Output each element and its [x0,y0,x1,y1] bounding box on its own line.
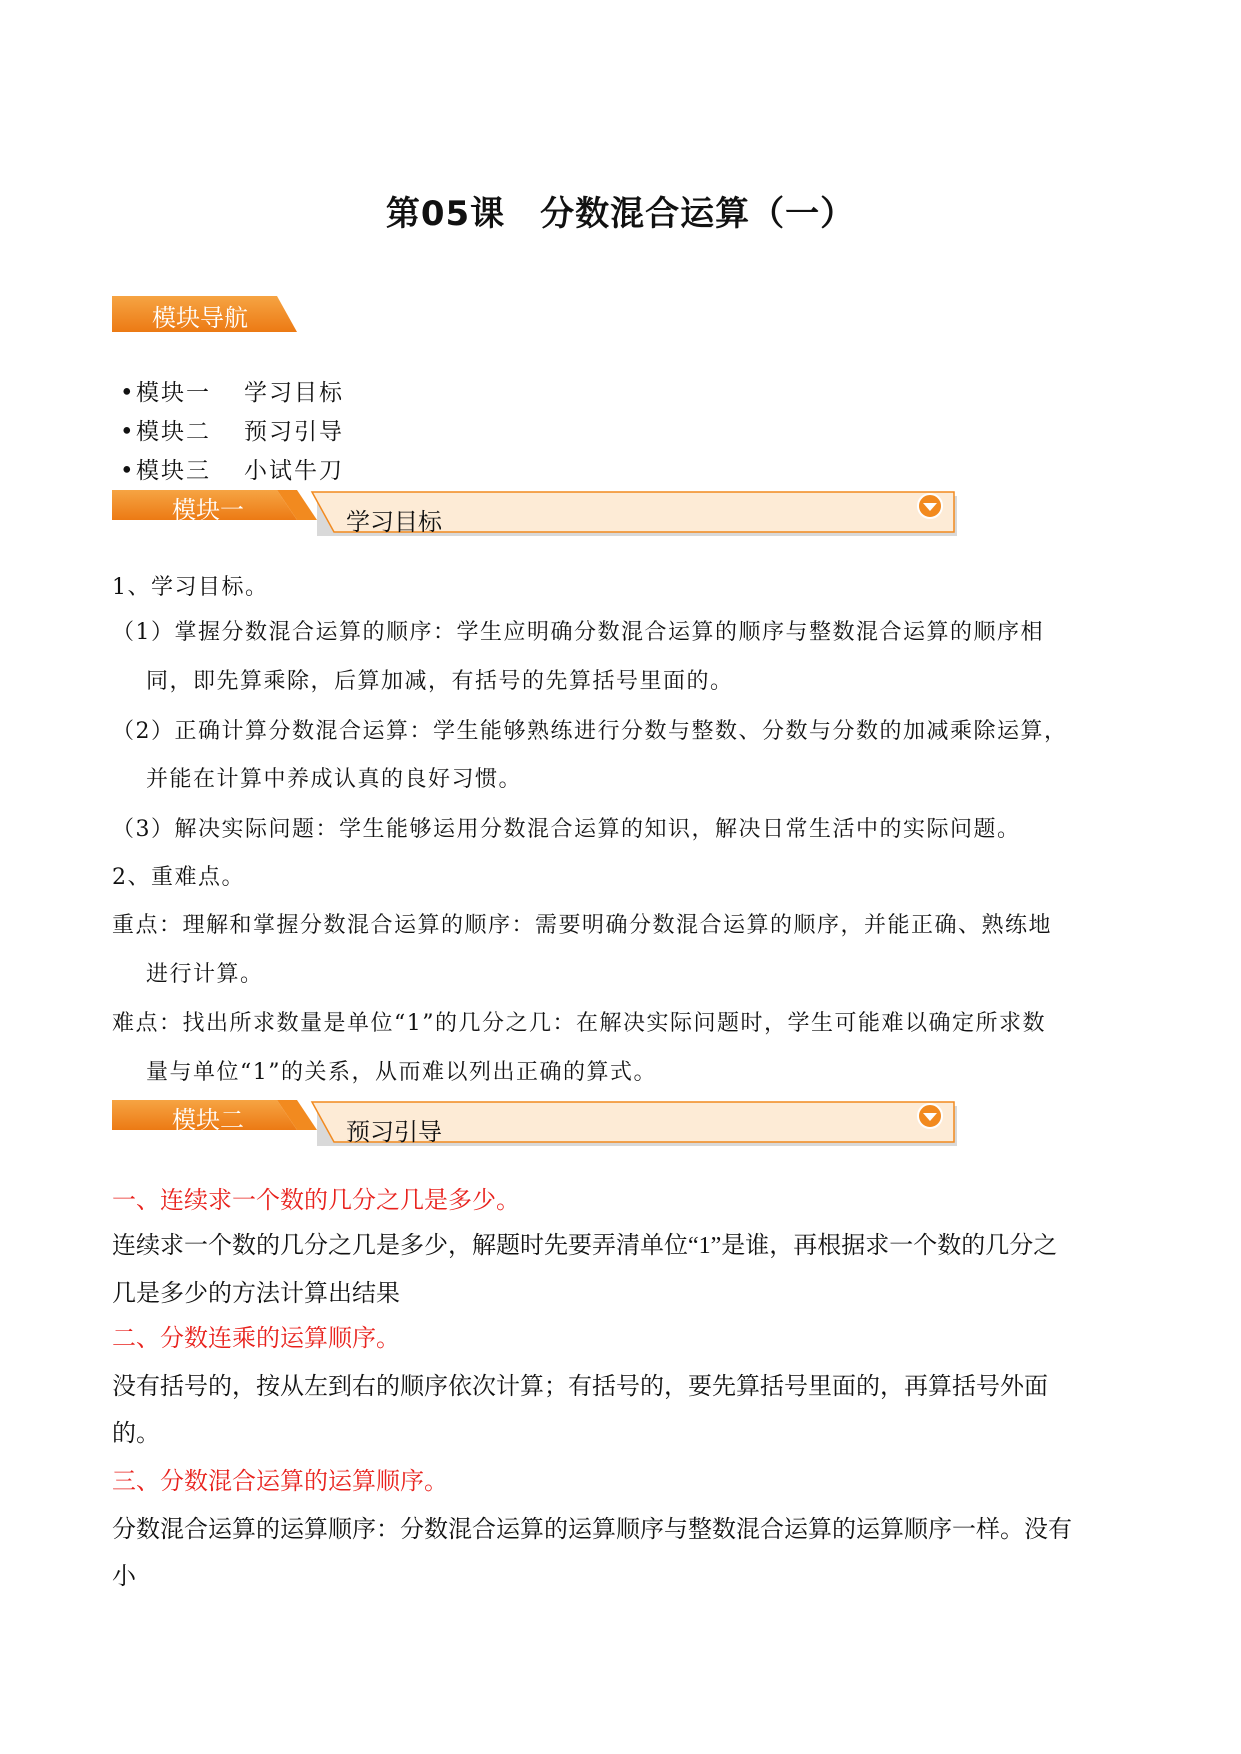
toc-name: 预习引导 [244,419,344,445]
section-module-label: 模块一 [172,496,244,524]
toc-module: 模块三 [136,458,211,484]
toc-name: 小试牛刀 [244,458,344,484]
body-line: 的。 [112,1421,160,1447]
section-title: 预习引导 [346,1118,442,1146]
body-line: 同，即先算乘除，后算加减，有括号的先算括号里面的。 [146,669,734,694]
toc-module: 模块一 [136,380,211,406]
body-line: 连续求一个数的几分之几是多少，解题时先要弄清单位“1”是谁，再根据求一个数的几分之 [112,1233,1058,1259]
toc-module: 模块二 [136,419,211,445]
body-line: 小 [112,1564,136,1590]
bullet-icon: • [120,380,136,406]
toc-item[interactable] [120,374,344,413]
section-module-label: 模块二 [172,1106,244,1134]
subheading: 二、分数连乘的运算顺序。 [112,1326,400,1352]
section-banner-1 [112,490,960,540]
section-title: 学习目标 [346,508,442,536]
nav-tab-label: 模块导航 [152,304,248,332]
body-line: 量与单位“1”的关系，从而难以列出正确的算式。 [146,1060,657,1085]
body-line: 难点：找出所求数量是单位“1”的几分之几：在解决实际问题时，学生可能难以确定所求数 [112,1011,1046,1036]
body-line: 2、重难点。 [112,865,245,890]
body-line: 并能在计算中养成认真的良好习惯。 [146,767,523,792]
module-nav-tab [112,296,297,332]
module-toc [120,374,344,491]
body-line: 1、学习目标。 [112,575,269,600]
toc-item[interactable] [120,413,344,452]
chevron-down-icon[interactable] [918,494,942,518]
body-line: （3）解决实际问题：学生能够运用分数混合运算的知识，解决日常生活中的实际问题。 [112,817,1021,842]
body-line: （1）掌握分数混合运算的顺序：学生应明确分数混合运算的顺序与整数混合运算的顺序相 [112,620,1045,645]
toc-name: 学习目标 [244,380,344,406]
subheading: 三、分数混合运算的运算顺序。 [112,1469,448,1495]
subheading: 一、连续求一个数的几分之几是多少。 [112,1188,520,1214]
body-line: （2）正确计算分数混合运算：学生能够熟练进行分数与整数、分数与分数的加减乘除运算， [112,719,1068,744]
chevron-down-icon[interactable] [918,1104,942,1128]
section-banner-2 [112,1100,960,1150]
page-title: 第05课 分数混合运算（一） [385,194,856,234]
bullet-icon: • [120,458,136,484]
body-line: 分数混合运算的运算顺序：分数混合运算的运算顺序与整数混合运算的运算顺序一样。没有 [112,1517,1072,1543]
body-line: 进行计算。 [146,962,264,987]
toc-item[interactable] [120,452,344,491]
body-line: 重点：理解和掌握分数混合运算的顺序：需要明确分数混合运算的顺序，并能正确、熟练地 [112,913,1053,938]
body-line: 没有括号的，按从左到右的顺序依次计算；有括号的，要先算括号里面的，再算括号外面 [112,1374,1048,1400]
body-line: 几是多少的方法计算出结果 [112,1281,400,1307]
bullet-icon: • [120,419,136,445]
